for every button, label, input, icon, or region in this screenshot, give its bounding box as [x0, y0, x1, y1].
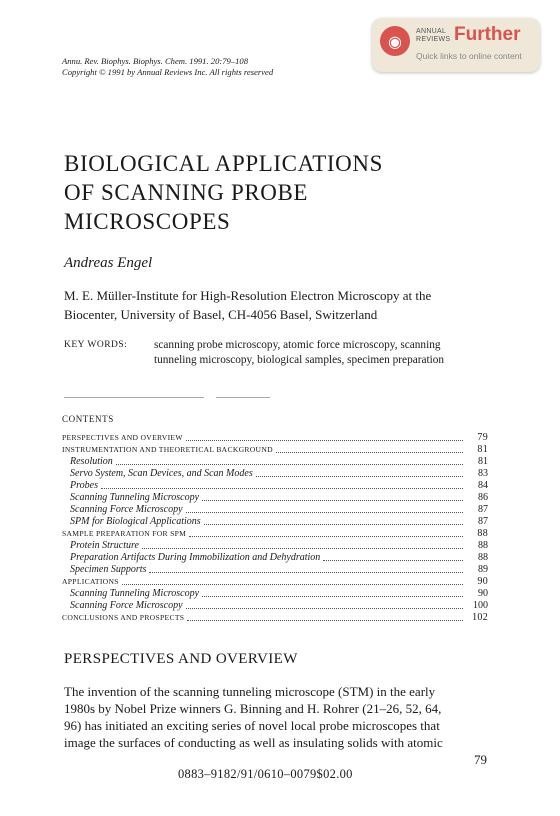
key-words-line-2: tunneling microscopy, biological samples, specimen preparation	[154, 354, 445, 366]
toc-entry	[62, 492, 488, 504]
toc-entry-label: Probes	[70, 480, 98, 491]
toc-leader-dots	[101, 488, 463, 489]
section-heading: PERSPECTIVES AND OVERVIEW	[64, 651, 298, 667]
toc-entry-label: Protein Structure	[70, 540, 139, 551]
body-text-line-3: 96) has initiated an exciting series of novel local probe microscopes that	[64, 718, 440, 733]
toc-entry-label: Scanning Tunneling Microscopy	[70, 588, 200, 599]
toc-entry-page: 87	[478, 504, 488, 515]
toc-entry-label: CONCLUSIONS AND PROSPECTS	[62, 613, 185, 622]
contents-heading: CONTENTS	[62, 414, 114, 424]
toc-entry-page: 88	[478, 552, 488, 563]
annual-reviews-logo-icon: ◉	[380, 26, 410, 56]
toc-leader-dots	[204, 524, 463, 525]
toc-entry	[62, 612, 488, 624]
toc-entry-label: Resolution	[70, 456, 113, 467]
toc-entry	[62, 540, 488, 552]
toc-entry-page: 88	[478, 540, 488, 551]
separator-rule-right	[216, 397, 270, 398]
toc-leader-dots	[186, 512, 463, 513]
toc-entry	[62, 588, 488, 600]
toc-entry-page: 90	[478, 588, 488, 599]
key-words-line-1: scanning probe microscopy, atomic force microscopy, scanning	[154, 339, 441, 351]
toc-entry-label: Scanning Force Microscopy	[70, 600, 183, 611]
toc-entry	[62, 576, 488, 588]
toc-leader-dots	[323, 560, 463, 561]
toc-entry-page: 79	[477, 432, 488, 443]
toc-leader-dots	[142, 548, 463, 549]
toc-entry-label: Specimen Supports	[70, 564, 147, 575]
further-links-badge[interactable]	[372, 18, 540, 72]
toc-entry-label: INSTRUMENTATION AND THEORETICAL BACKGROUND	[62, 445, 273, 454]
toc-entry	[62, 552, 488, 564]
badge-subtitle: Quick links to online content	[416, 51, 522, 61]
toc-entry	[62, 564, 488, 576]
toc-entry-label: APPLICATIONS	[62, 577, 119, 586]
price-code: 0883–9182/91/0610–0079$02.00	[178, 767, 353, 781]
toc-entry-label: Scanning Force Microscopy	[70, 504, 183, 515]
body-text-line-2: 1980s by Nobel Prize winners G. Binning and H. Rohrer (21–26, 52, 64,	[64, 701, 442, 716]
article-title-line-3: MICROSCOPES	[64, 209, 231, 234]
affiliation-line-1: M. E. Müller-Institute for High-Resolution Electron Microscopy at the	[64, 288, 432, 303]
toc-entry	[62, 480, 488, 492]
toc-entry-label: Scanning Tunneling Microscopy	[70, 492, 200, 503]
toc-leader-dots	[149, 572, 463, 573]
toc-entry-page: 86	[478, 492, 488, 503]
toc-entry-label: PERSPECTIVES AND OVERVIEW	[62, 433, 183, 442]
page-number: 79	[474, 752, 487, 767]
affiliation-line-2: Biocenter, University of Basel, CH-4056 Basel, Switzerland	[64, 307, 378, 322]
toc-entry	[62, 432, 488, 444]
toc-leader-dots	[189, 536, 463, 537]
toc-leader-dots	[202, 596, 463, 597]
badge-further-label: Further	[454, 24, 521, 45]
key-words-label: KEY WORDS:	[64, 340, 128, 350]
toc-entry-label: SAMPLE PREPARATION FOR SPM	[62, 529, 187, 538]
toc-leader-dots	[186, 608, 463, 609]
toc-entry	[62, 456, 488, 468]
toc-entry-label: Servo System, Scan Devices, and Scan Modes	[70, 468, 253, 479]
author-name: Andreas Engel	[64, 255, 153, 271]
toc-leader-dots	[276, 452, 463, 453]
toc-entry	[62, 504, 488, 516]
toc-entry	[62, 516, 488, 528]
toc-entry-page: 81	[478, 456, 488, 467]
article-title-line-1: BIOLOGICAL APPLICATIONS	[64, 151, 383, 176]
toc-entry-page: 88	[477, 528, 488, 539]
toc-leader-dots	[202, 500, 463, 501]
toc-entry-page: 100	[473, 600, 488, 611]
toc-leader-dots	[186, 440, 463, 441]
toc-entry-page: 90	[477, 576, 488, 587]
badge-brand-line1: ANNUAL	[416, 28, 447, 35]
toc-entry-page: 89	[478, 564, 488, 575]
badge-brand-line2: REVIEWS	[416, 36, 451, 43]
toc-entry-page: 87	[478, 516, 488, 527]
toc-leader-dots	[116, 464, 463, 465]
body-text-line-4: image the surfaces of conducting as well as insulating solids with atomic	[64, 735, 443, 750]
article-title-line-2: OF SCANNING PROBE	[64, 180, 309, 205]
toc-leader-dots	[187, 620, 463, 621]
toc-entry-label: SPM for Biological Applications	[70, 516, 201, 527]
toc-entry	[62, 600, 488, 612]
body-text-line-1: The invention of the scanning tunneling microscope (STM) in the early	[64, 684, 436, 699]
toc-entry	[62, 528, 488, 540]
toc-entry-page: 84	[478, 480, 488, 491]
separator-rule-left	[64, 397, 204, 398]
journal-citation: Annu. Rev. Biophys. Biophys. Chem. 1991. 20:79–108	[62, 56, 249, 66]
toc-leader-dots	[256, 476, 463, 477]
badge-brand	[416, 28, 450, 44]
toc-entry	[62, 444, 488, 456]
copyright-line: Copyright © 1991 by Annual Reviews Inc. All rights reserved	[62, 67, 274, 77]
toc-entry-page: 102	[472, 612, 488, 623]
toc-entry-label: Preparation Artifacts During Immobilization and Dehydration	[70, 552, 321, 563]
toc-entry-page: 81	[477, 444, 488, 455]
toc-entry-page: 83	[478, 468, 488, 479]
toc-leader-dots	[122, 584, 463, 585]
toc-entry	[62, 468, 488, 480]
